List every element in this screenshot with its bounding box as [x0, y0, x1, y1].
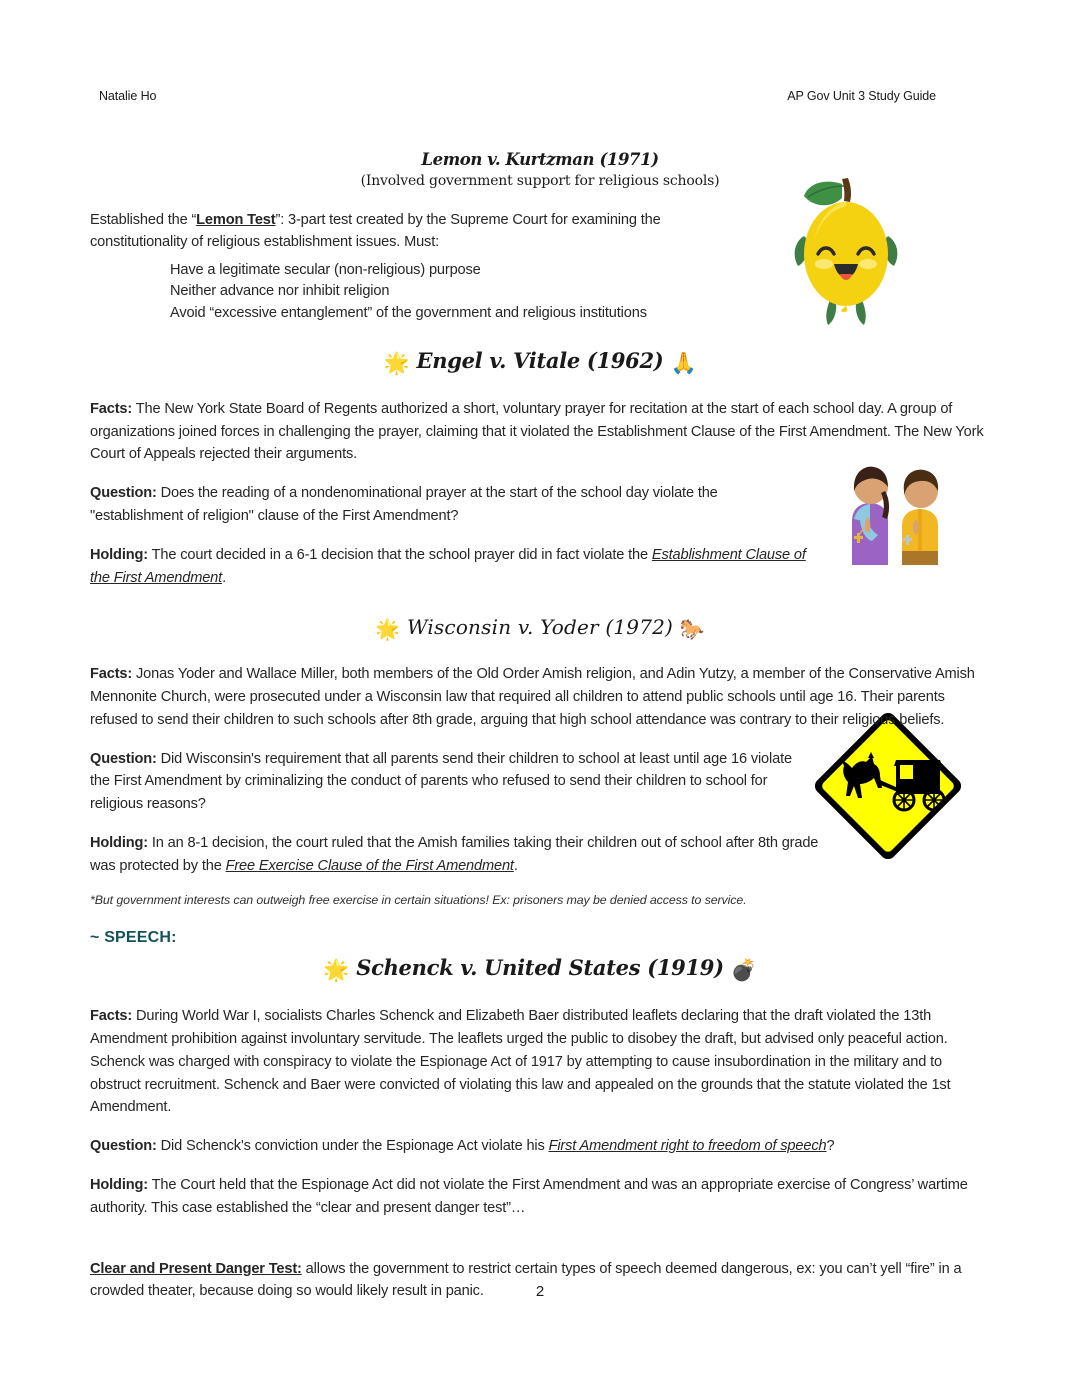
- question-citation: First Amendment right to freedom of speech: [548, 1138, 827, 1155]
- holding-text-post: .: [222, 569, 226, 586]
- facts-text: Jonas Yoder and Wallace Miller, both members of the Old Order Amish religion, and Adin Yutzy, a member of the Conservative Amish Mennonite Church, were prosecuted under a Wisconsin law that required all children to attend public schools until age 16. Their parents refused to send their children to such schools after 8th grade, arguing that high school attendance was contrary to their religious beliefs.: [90, 666, 975, 728]
- case-heading-schenck: [90, 955, 990, 983]
- header-author: Natalie Ho: [99, 89, 157, 103]
- facts-label: Facts:: [90, 1008, 133, 1025]
- question-text: Did Wisconsin's requirement that all parents send their children to school at least until age 16 violate the First Amendment by criminalizing the conduct of parents who refused to send their children to school for religious reasons?: [90, 750, 792, 813]
- holding-text-pre: The court decided in a 6-1 decision that the school prayer did in fact violate the: [147, 546, 652, 563]
- sparkle-icon: 🌟: [375, 617, 401, 642]
- schenck-holding: [90, 1174, 970, 1220]
- holding-text-pre: In an 8-1 decision, the court ruled that the Amish families taking their children out of school after 8th grade was protected by the: [90, 834, 819, 874]
- sparkle-icon: 🌟: [383, 350, 410, 375]
- horse-icon: 🐎: [679, 617, 705, 642]
- lemon-test-term: Lemon Test: [196, 211, 276, 228]
- holding-citation: Establishment Clause of the First Amendment: [90, 546, 806, 586]
- case-title-engel: Engel v. Vitale (1962): [416, 347, 664, 373]
- lemon-test-criteria: [90, 260, 990, 324]
- yoder-question: [90, 748, 805, 816]
- question-text: Does the reading of a nondenominational prayer at the start of the school day violate the "establishment of religion" clause of the First Amendment?: [90, 485, 718, 524]
- holding-label: Holding:: [90, 1177, 148, 1194]
- case-heading-lemon: [90, 150, 990, 191]
- sparkle-icon: 🌟: [323, 958, 350, 983]
- lemon-test-intro: [90, 209, 750, 255]
- header-title: AP Gov Unit 3 Study Guide: [787, 89, 936, 103]
- engel-holding: [90, 544, 808, 590]
- case-title-yoder: Wisconsin v. Yoder (1972): [406, 615, 674, 640]
- facts-label: Facts:: [90, 400, 133, 417]
- yoder-facts: [90, 663, 990, 731]
- case-heading-engel: [90, 348, 990, 376]
- lemon-intro-rest: ”: 3-part test created by the Supreme Court for examining the constitutionality of religious establishment issues. Must:: [90, 211, 661, 251]
- list-item: Avoid “excessive entanglement” of the government and religious institutions: [170, 304, 647, 321]
- engel-facts: [90, 398, 990, 466]
- holding-citation: Free Exercise Clause of the First Amendment: [225, 857, 514, 874]
- yoder-holding: [90, 832, 820, 878]
- list-item: Have a legitimate secular (non-religious) purpose: [170, 262, 481, 279]
- holding-label: Holding:: [90, 546, 148, 563]
- question-text-pre: Did Schenck's conviction under the Espionage Act violate his: [156, 1138, 549, 1155]
- document-body: [90, 150, 990, 1319]
- case-title-schenck: Schenck v. United States (1919): [356, 955, 724, 981]
- question-text-post: ?: [826, 1138, 835, 1155]
- schenck-facts: [90, 1005, 990, 1119]
- holding-text-post: .: [513, 857, 518, 874]
- case-heading-yoder: [90, 615, 990, 641]
- holding-text: The Court held that the Espionage Act did not violate the First Amendment and was an appropriate exercise of Congress’ wartime authority. This case established the “clear and present danger test”…: [90, 1177, 968, 1216]
- engel-question: [90, 482, 790, 528]
- section-heading-speech: ~ SPEECH:: [90, 929, 177, 947]
- cpd-term: Clear and Present Danger Test:: [90, 1260, 302, 1277]
- schenck-question: [90, 1135, 990, 1158]
- holding-label: Holding:: [90, 834, 148, 851]
- question-label: Question:: [90, 750, 157, 767]
- yoder-footnote: *But government interests can outweigh free exercise in certain situations! Ex: prisoners may be denied access to service.: [90, 893, 747, 908]
- question-label: Question:: [90, 1138, 157, 1155]
- page-number: 2: [535, 1283, 545, 1300]
- page-header: [99, 89, 936, 103]
- facts-text: The New York State Board of Regents authorized a short, voluntary prayer for recitation at the start of each school day. A group of organizations joined forces in challenging the prayer, claiming that it violated the Establishment Clause of the First Amendment. The New York Court of Appeals rejected their arguments.: [90, 400, 984, 463]
- cpd-body: allows the government to restrict certain types of speech deemed dangerous, ex: you can’t yell “fire” in a crowded theater, because doing so would likely result in panic.: [90, 1260, 962, 1300]
- question-label: Question:: [90, 485, 157, 502]
- praying-hands-icon: 🙏: [670, 350, 697, 375]
- case-subtitle-lemon: (Involved government support for religious schools): [360, 172, 720, 189]
- facts-label: Facts:: [90, 666, 133, 683]
- lemon-intro-prefix: Established the “: [90, 211, 197, 228]
- list-item: Neither advance nor inhibit religion: [170, 283, 390, 300]
- bomb-icon: 💣: [730, 958, 757, 983]
- facts-text: During World War I, socialists Charles Schenck and Elizabeth Baer distributed leaflets declaring that the draft violated the 13th Amendment prohibition against involuntary servitude. The leaflets urged the public to disobey the draft, but advised only peaceful action. Schenck was charged with conspiracy to violate the Espionage Act of 1917 by attempting to cause insubordination in the military and to obstruct recruitment. Schenck and Baer were convicted of violating this law and appealed on the grounds that the statute violated the 1st Amendment.: [90, 1008, 951, 1116]
- case-title-lemon: Lemon v. Kurtzman (1971): [421, 150, 659, 169]
